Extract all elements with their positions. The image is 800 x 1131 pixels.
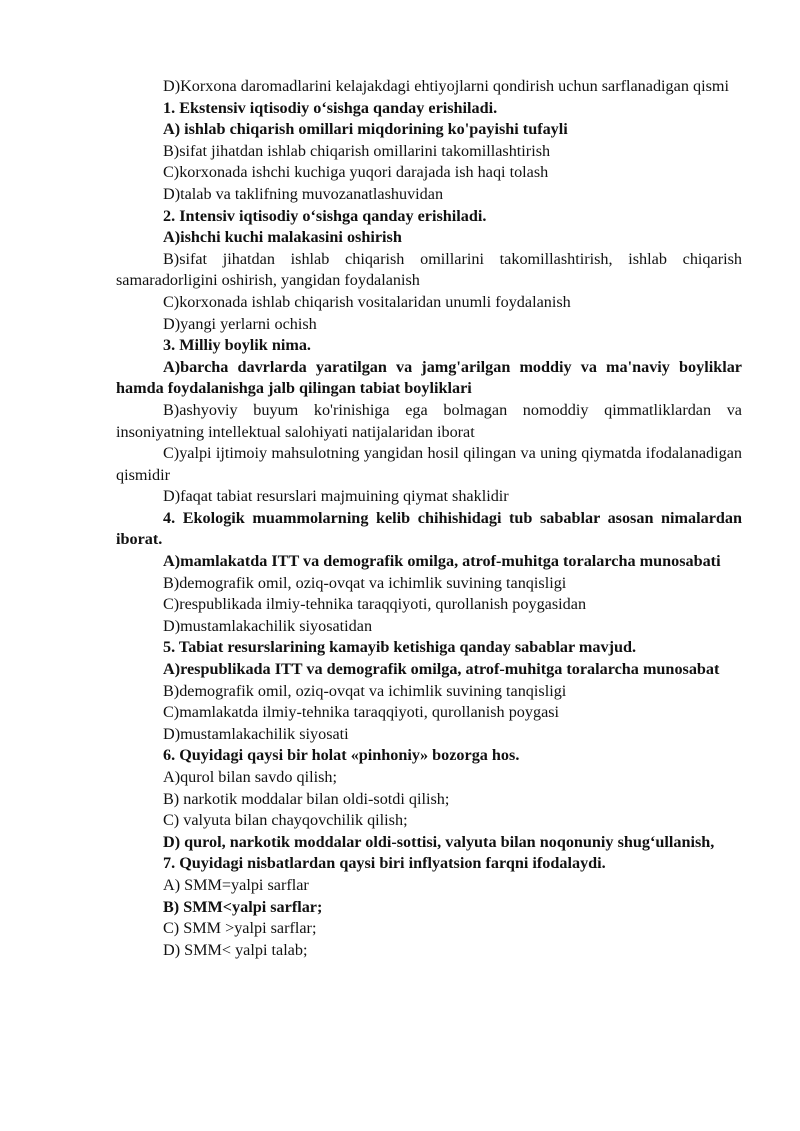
question-7: 7. Quyidagi nisbatlardan qaysi biri inflyatsion farqni ifodalaydi. xyxy=(163,854,606,873)
answer-1-a: A) ishlab chiqarish omillari miqdorining ko'payishi tufayli xyxy=(163,120,568,139)
answer-7-d: D) SMM< yalpi talab; xyxy=(163,940,308,959)
answer-2-a: A)ishchi kuchi malakasini oshirish xyxy=(163,228,402,247)
question-3: 3. Milliy boylik nima. xyxy=(163,336,311,355)
question-6: 6. Quyidagi qaysi bir holat «pinhoniy» bozorga hos. xyxy=(163,746,520,765)
answer-5-a: A)respublikada ITT va demografik omilga, atrof-muhitga toralarcha munosabat xyxy=(163,660,720,679)
answer-5-c: C)mamlakatda ilmiy-tehnika taraqqiyoti, qurollanish poygasi xyxy=(163,703,560,722)
answer-6-b: B) narkotik moddalar bilan oldi-sotdi qilish; xyxy=(163,789,450,808)
answer-6-d: D) qurol, narkotik moddalar oldi-sottisi, valyuta bilan noqonuniy shug‘ullanish, xyxy=(163,832,715,851)
answer-2-b: B)sifat jihatdan ishlab chiqarish omillarini takomillashtirish, ishlab chiqarish samaradorligini oshirish, yangidan foydalanish xyxy=(116,249,742,290)
answer-3-b: B)ashyoviy buyum ko'rinishiga ega bolmagan nomoddiy qimmatliklardan va insoniyatning intellektual salohiyati natijalaridan iborat xyxy=(116,400,742,441)
answer-3-d: D)faqat tabiat resurslari majmuining qiymat shaklidir xyxy=(163,487,509,506)
option-d-text: D)Korxona daromadlarini kelajakdagi ehtiyojlarni qondirish uchun sarflanadigan qismi xyxy=(163,77,729,95)
document-page xyxy=(116,76,742,961)
answer-5-d: D)mustamlakachilik siyosati xyxy=(163,724,349,743)
answer-5-b: B)demografik omil, oziq-ovqat va ichimlik suvining tanqisligi xyxy=(163,681,567,700)
question-5: 5. Tabiat resurslarining kamayib ketishiga qanday sabablar mavjud. xyxy=(163,638,637,657)
answer-1-d: D)talab va taklifning muvozanatlashuvidan xyxy=(163,184,444,203)
question-1: 1. Ekstensiv iqtisodiy o‘sishga qanday erishiladi. xyxy=(163,98,498,117)
answer-7-a: A) SMM=yalpi sarflar xyxy=(163,875,309,894)
answer-4-d: D)mustamlakachilik siyosatidan xyxy=(163,616,373,635)
answer-6-a: A)qurol bilan savdo qilish; xyxy=(163,768,337,786)
answer-1-b: B)sifat jihatdan ishlab chiqarish omillarini takomillashtirish xyxy=(163,141,551,160)
answer-4-b: B)demografik omil, oziq-ovqat va ichimlik suvining tanqisligi xyxy=(163,573,567,592)
answer-4-c: C)respublikada ilmiy-tehnika taraqqiyoti, qurollanish poygasidan xyxy=(163,595,587,614)
answer-7-c: C) SMM >yalpi sarflar; xyxy=(163,919,317,938)
question-4: 4. Ekologik muammolarning kelib chihishidagi tub sabablar asosan nimalardan iborat. xyxy=(116,508,742,549)
answer-7-b: B) SMM<yalpi sarflar; xyxy=(163,897,323,916)
question-2: 2. Intensiv iqtisodiy o‘sishga qanday erishiladi. xyxy=(163,206,487,225)
answer-1-c: C)korxonada ishchi kuchiga yuqori darajada ish haqi tolash xyxy=(163,163,549,182)
answer-4-a: A)mamlakatda ITT va demografik omilga, atrof-muhitga toralarcha munosabati xyxy=(163,552,721,571)
answer-6-c: C) valyuta bilan chayqovchilik qilish; xyxy=(163,811,408,830)
answer-2-d: D)yangi yerlarni ochish xyxy=(163,314,317,333)
answer-3-a: A)barcha davrlarda yaratilgan va jamg'arilgan moddiy va ma'naviy boyliklar hamda foydalanishga jalb qilingan tabiat boyliklari xyxy=(116,357,742,398)
answer-2-c: C)korxonada ishlab chiqarish vositalaridan unumli foydalanish xyxy=(163,292,571,311)
answer-3-c: C)yalpi ijtimoiy mahsulotning yangidan hosil qilingan va uning qiymatda ifodalanadigan qismidir xyxy=(116,444,742,484)
